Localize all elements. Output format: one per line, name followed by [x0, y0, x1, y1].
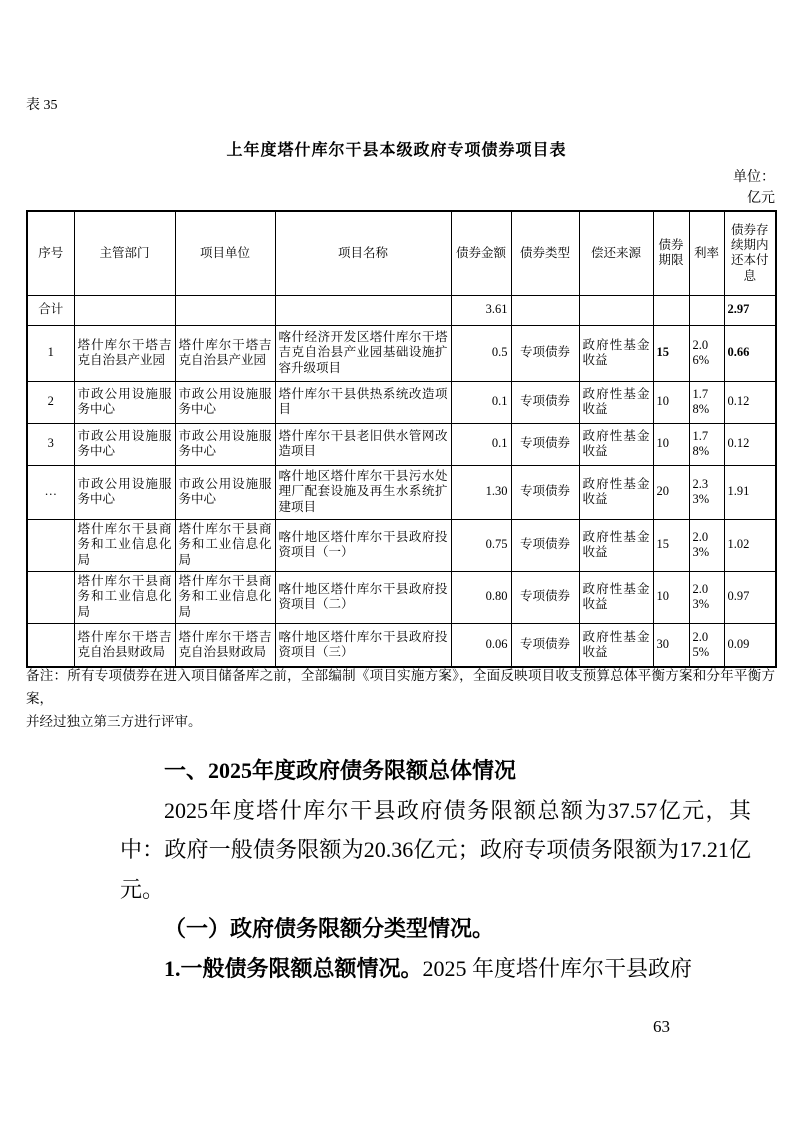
- cell-source: 政府性基金收益: [579, 325, 653, 381]
- cell-name: 喀什地区塔什库尔干县污水处理厂配套设施及再生水系统扩建项目: [275, 465, 451, 519]
- cell-service: 0.97: [724, 571, 776, 623]
- body-text-section: [120, 751, 751, 988]
- bond-table-body: [27, 295, 776, 667]
- cell-dept: 市政公用设施服务中心: [74, 465, 175, 519]
- total-amount: 3.61: [451, 295, 511, 325]
- cell-seq: [27, 623, 74, 667]
- cell-dept: 塔什库尔干县商务和工业信息化局: [74, 519, 175, 571]
- cell-seq: [27, 519, 74, 571]
- cell-amount: 1.30: [451, 465, 511, 519]
- cell-unit: 市政公用设施服务中心: [175, 465, 275, 519]
- total-dept-empty: [74, 295, 175, 325]
- table-row: [27, 381, 776, 423]
- cell-amount: 0.75: [451, 519, 511, 571]
- table-number-label: 表 35: [26, 98, 58, 113]
- cell-type: 专项债券: [511, 423, 579, 465]
- table-footnote: [26, 664, 775, 733]
- paragraph-lead-bold: 1.一般债务限额总额情况。: [164, 955, 423, 981]
- footnote-line1: 备注：所有专项债券在进入项目储备库之前，全部编制《项目实施方案》，全面反映项目收支预算总体平衡方案和分年平衡方案，: [26, 668, 775, 706]
- cell-amount: 0.1: [451, 423, 511, 465]
- cell-amount: 0.5: [451, 325, 511, 381]
- cell-dept: 塔什库尔干县商务和工业信息化局: [74, 571, 175, 623]
- cell-dept: 市政公用设施服务中心: [74, 381, 175, 423]
- header-service: 债券存续期内还本付息: [724, 211, 776, 295]
- cell-seq: [27, 571, 74, 623]
- cell-term: 10: [653, 571, 689, 623]
- total-type-empty: [511, 295, 579, 325]
- cell-amount: 0.06: [451, 623, 511, 667]
- cell-dept: 塔什库尔干塔吉克自治县财政局: [74, 623, 175, 667]
- cell-type: 专项债券: [511, 465, 579, 519]
- table-row: [27, 519, 776, 571]
- cell-dept: 塔什库尔干塔吉克自治县产业园: [74, 325, 175, 381]
- cell-term: 15: [653, 325, 689, 381]
- cell-amount: 0.1: [451, 381, 511, 423]
- cell-term: 20: [653, 465, 689, 519]
- table-row: [27, 325, 776, 381]
- cell-seq: 1: [27, 325, 74, 381]
- footnote-line2: 并经过独立第三方进行评审。: [26, 714, 202, 729]
- header-rate: 利率: [689, 211, 724, 295]
- cell-type: 专项债券: [511, 381, 579, 423]
- cell-term: 10: [653, 381, 689, 423]
- cell-source: 政府性基金收益: [579, 465, 653, 519]
- total-service: 2.97: [724, 295, 776, 325]
- cell-service: 0.09: [724, 623, 776, 667]
- header-type: 债券类型: [511, 211, 579, 295]
- special-bond-project-table: [26, 210, 777, 668]
- cell-unit: 市政公用设施服务中心: [175, 381, 275, 423]
- cell-source: 政府性基金收益: [579, 423, 653, 465]
- unit-note: [733, 167, 775, 209]
- unit-note-line2: 亿元: [747, 191, 775, 206]
- header-source: 偿还来源: [579, 211, 653, 295]
- subsection-heading-by-type: （一）政府债务限额分类型情况。: [164, 916, 495, 941]
- cell-term: 30: [653, 623, 689, 667]
- cell-amount: 0.80: [451, 571, 511, 623]
- section-heading-debt-limit: 一、2025年度政府债务限额总体情况: [164, 758, 517, 783]
- table-title: 上年度塔什库尔干县本级政府专项债券项目表: [226, 142, 567, 159]
- cell-rate: 1.78%: [689, 381, 724, 423]
- cell-source: 政府性基金收益: [579, 381, 653, 423]
- total-name-empty: [275, 295, 451, 325]
- table-row: [27, 465, 776, 519]
- cell-unit: 市政公用设施服务中心: [175, 423, 275, 465]
- cell-seq: …: [27, 465, 74, 519]
- cell-type: 专项债券: [511, 623, 579, 667]
- cell-rate: 1.78%: [689, 423, 724, 465]
- paragraph-lead-rest: 2025 年度塔什库尔干县政府: [422, 955, 693, 981]
- cell-dept: 市政公用设施服务中心: [74, 423, 175, 465]
- cell-name: 塔什库尔干县供热系统改造项目: [275, 381, 451, 423]
- unit-note-line1: 单位：: [733, 170, 775, 185]
- cell-unit: 塔什库尔干塔吉克自治县产业园: [175, 325, 275, 381]
- cell-term: 10: [653, 423, 689, 465]
- header-term: 债券期限: [653, 211, 689, 295]
- header-seq: 序号: [27, 211, 74, 295]
- table-row: [27, 623, 776, 667]
- total-term-empty: [653, 295, 689, 325]
- cell-service: 1.91: [724, 465, 776, 519]
- cell-rate: 2.05%: [689, 623, 724, 667]
- header-dept: 主管部门: [74, 211, 175, 295]
- total-unit-empty: [175, 295, 275, 325]
- cell-name: 塔什库尔干县老旧供水管网改造项目: [275, 423, 451, 465]
- cell-seq: 2: [27, 381, 74, 423]
- paragraph-debt-limit-total: 2025年度塔什库尔干县政府债务限额总额为37.57亿元，其中：政府一般债务限额为20.36亿元；政府专项债务限额为17.21亿元。: [120, 797, 751, 902]
- cell-source: 政府性基金收益: [579, 519, 653, 571]
- header-amount: 债券金额: [451, 211, 511, 295]
- cell-name: 喀什经济开发区塔什库尔干塔吉克自治县产业园基础设施扩容升级项目: [275, 325, 451, 381]
- cell-source: 政府性基金收益: [579, 571, 653, 623]
- cell-service: 0.12: [724, 381, 776, 423]
- cell-service: 1.02: [724, 519, 776, 571]
- cell-name: 喀什地区塔什库尔干县政府投资项目（一）: [275, 519, 451, 571]
- total-rate-empty: [689, 295, 724, 325]
- cell-unit: 塔什库尔干县商务和工业信息化局: [175, 519, 275, 571]
- cell-service: 0.66: [724, 325, 776, 381]
- cell-type: 专项债券: [511, 571, 579, 623]
- cell-term: 15: [653, 519, 689, 571]
- header-unit: 项目单位: [175, 211, 275, 295]
- cell-source: 政府性基金收益: [579, 623, 653, 667]
- cell-rate: 2.03%: [689, 571, 724, 623]
- total-label: 合计: [27, 295, 74, 325]
- cell-type: 专项债券: [511, 519, 579, 571]
- cell-service: 0.12: [724, 423, 776, 465]
- cell-name: 喀什地区塔什库尔干县政府投资项目（二）: [275, 571, 451, 623]
- cell-unit: 塔什库尔干县商务和工业信息化局: [175, 571, 275, 623]
- paragraph-general-debt-limit: [120, 949, 751, 989]
- total-source-empty: [579, 295, 653, 325]
- cell-name: 喀什地区塔什库尔干县政府投资项目（三）: [275, 623, 451, 667]
- cell-seq: 3: [27, 423, 74, 465]
- total-row: [27, 295, 776, 325]
- page-number: 63: [653, 1017, 670, 1036]
- cell-rate: 2.03%: [689, 519, 724, 571]
- table-row: [27, 571, 776, 623]
- header-name: 项目名称: [275, 211, 451, 295]
- cell-type: 专项债券: [511, 325, 579, 381]
- cell-unit: 塔什库尔干塔吉克自治县财政局: [175, 623, 275, 667]
- header-row: [27, 211, 776, 295]
- table-row: [27, 423, 776, 465]
- cell-rate: 2.33%: [689, 465, 724, 519]
- cell-rate: 2.06%: [689, 325, 724, 381]
